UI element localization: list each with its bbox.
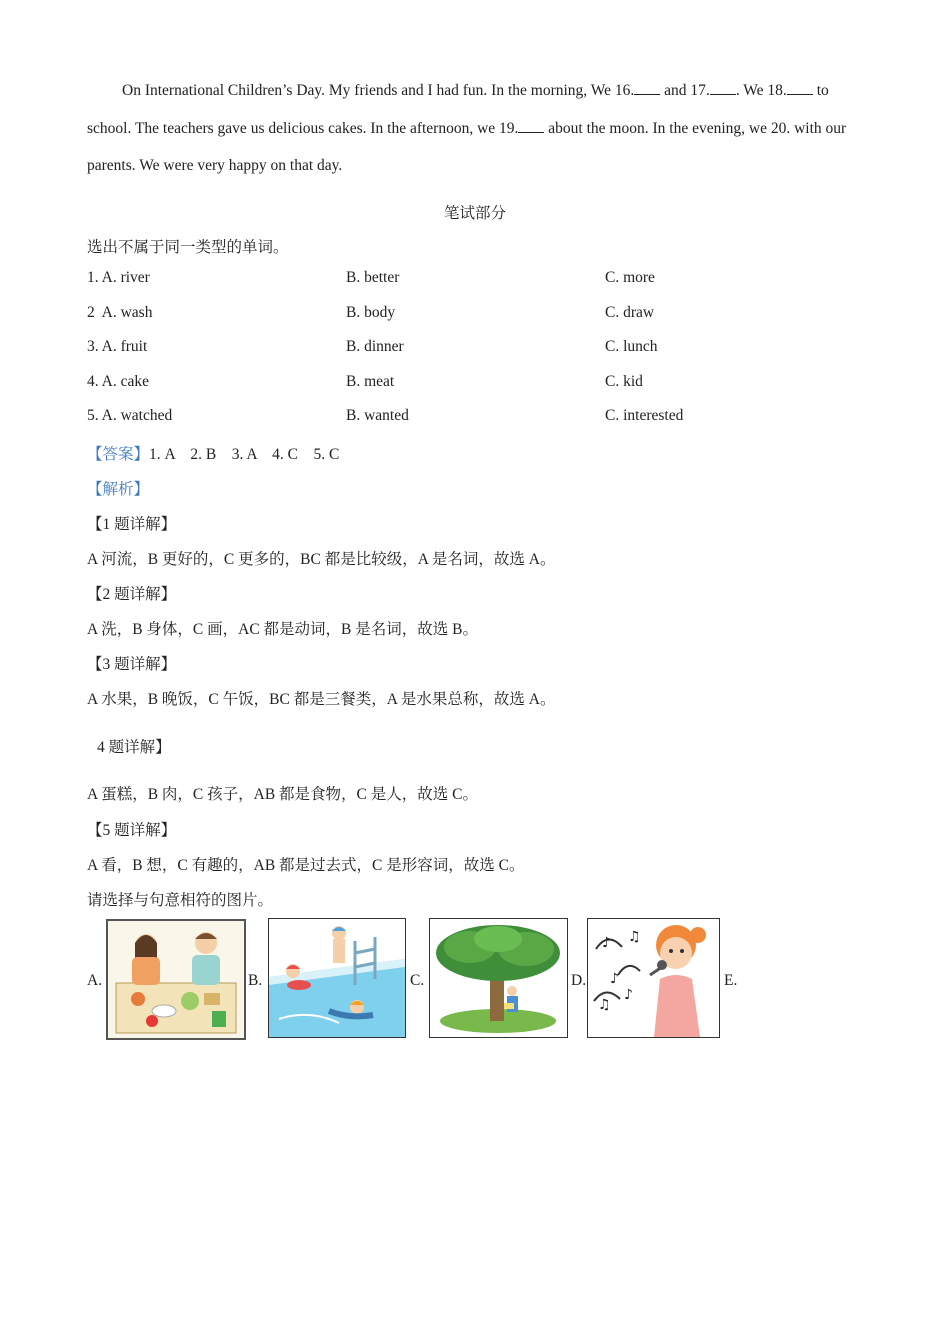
svg-text:♪: ♪ <box>602 935 611 951</box>
detail-title-4: 4 题详解】 <box>97 739 171 756</box>
detail-title-3: 【3 题详解】 <box>87 656 177 673</box>
detail-title-2: 【2 题详解】 <box>87 586 177 603</box>
detail-text-4: A 蛋糕，B 肉，C 孩子，AB 都是食物，C 是人，故选 C。 <box>87 786 478 803</box>
blank-18 <box>787 79 813 95</box>
option-c: C. kid <box>605 373 643 390</box>
blank-17 <box>710 79 736 95</box>
section-title: 笔试部分 <box>443 205 506 222</box>
tree-reading-icon <box>430 919 567 1037</box>
option-c: C. lunch <box>605 338 658 355</box>
option-a: 5. A. watched <box>87 407 173 424</box>
instruction-odd-one-out: 选出不属于同一类型的单词。 <box>87 239 289 256</box>
picture-label-d: D. <box>571 972 587 989</box>
passage-paragraph <box>87 72 867 185</box>
svg-text:♪: ♪ <box>610 971 619 987</box>
swimming-pool-icon <box>269 919 405 1037</box>
svg-text:♪: ♪ <box>624 987 633 1003</box>
svg-text:♫: ♫ <box>598 997 611 1013</box>
question-3 <box>87 338 147 356</box>
answer-line <box>87 442 339 464</box>
question-5 <box>87 407 172 425</box>
singing-girl-picture <box>587 918 720 1038</box>
answer-tag: 【答案】 <box>87 446 150 463</box>
question-2 <box>87 304 152 322</box>
analysis-tag: 【解析】 <box>87 481 150 498</box>
picture-label-b: B. <box>248 972 263 989</box>
detail-title-5: 【5 题详解】 <box>87 822 177 839</box>
instruction-pictures: 请选择与句意相符的图片。 <box>87 892 274 909</box>
option-a: 1. A. river <box>87 269 150 286</box>
option-a: 3. A. fruit <box>87 338 148 355</box>
svg-text:♫: ♫ <box>628 929 641 945</box>
detail-text-3: A 水果，B 晚饭，C 午饭，BC 都是三餐类，A 是水果总称，故选 A。 <box>87 691 556 708</box>
option-b: B. better <box>346 269 400 286</box>
swimming-pool-picture <box>268 918 406 1038</box>
passage-text-6: with our parents. We were very happy on that day. <box>87 119 847 174</box>
picture-label-e: E. <box>724 972 738 989</box>
option-c: C. more <box>605 269 655 286</box>
question-4 <box>87 373 149 391</box>
option-b: B. wanted <box>346 407 409 424</box>
option-b: B. body <box>346 304 396 321</box>
passage-text-3: . We 18. <box>735 82 787 99</box>
option-c: C. draw <box>605 304 655 321</box>
picture-label-c: C. <box>410 972 425 989</box>
question-1 <box>87 269 150 287</box>
option-a: 4. A. cake <box>87 373 149 390</box>
picture-label-a: A. <box>87 972 103 989</box>
blank-19 <box>518 117 544 133</box>
answer-values: 1. A 2. B 3. A 4. C 5. C <box>149 446 340 463</box>
detail-text-2: A 洗，B 身体，C 画，AC 都是动词，B 是名词，故选 B。 <box>87 621 478 638</box>
detail-text-1: A 河流，B 更好的，C 更多的，BC 都是比较级，A 是名词，故选 A。 <box>87 551 556 568</box>
blank-16 <box>634 79 660 95</box>
option-b: B. meat <box>346 373 395 390</box>
shopping-food-icon <box>108 921 244 1038</box>
passage-text-5: about the moon. In the evening, we 20. <box>544 119 791 137</box>
option-b: B. dinner <box>346 338 404 355</box>
passage-text-2: and 17. <box>660 82 710 99</box>
singing-girl-icon <box>588 919 719 1037</box>
passage-text-4: to school. The teachers gave us delicious cakes. In the afternoon, we 19. <box>87 82 829 137</box>
reading-under-tree-picture <box>429 918 568 1038</box>
shopping-food-picture <box>106 919 246 1040</box>
passage-text-1: On International Children’s Day. My friends and I had fun. In the morning, We 16. <box>122 82 635 99</box>
cloze-passage <box>87 72 867 185</box>
option-c: C. interested <box>605 407 684 424</box>
detail-text-5: A 看，B 想，C 有趣的，AB 都是过去式，C 是形容词，故选 C。 <box>87 857 525 874</box>
detail-title-1: 【1 题详解】 <box>87 516 177 533</box>
option-a: 2 A. wash <box>87 304 153 321</box>
